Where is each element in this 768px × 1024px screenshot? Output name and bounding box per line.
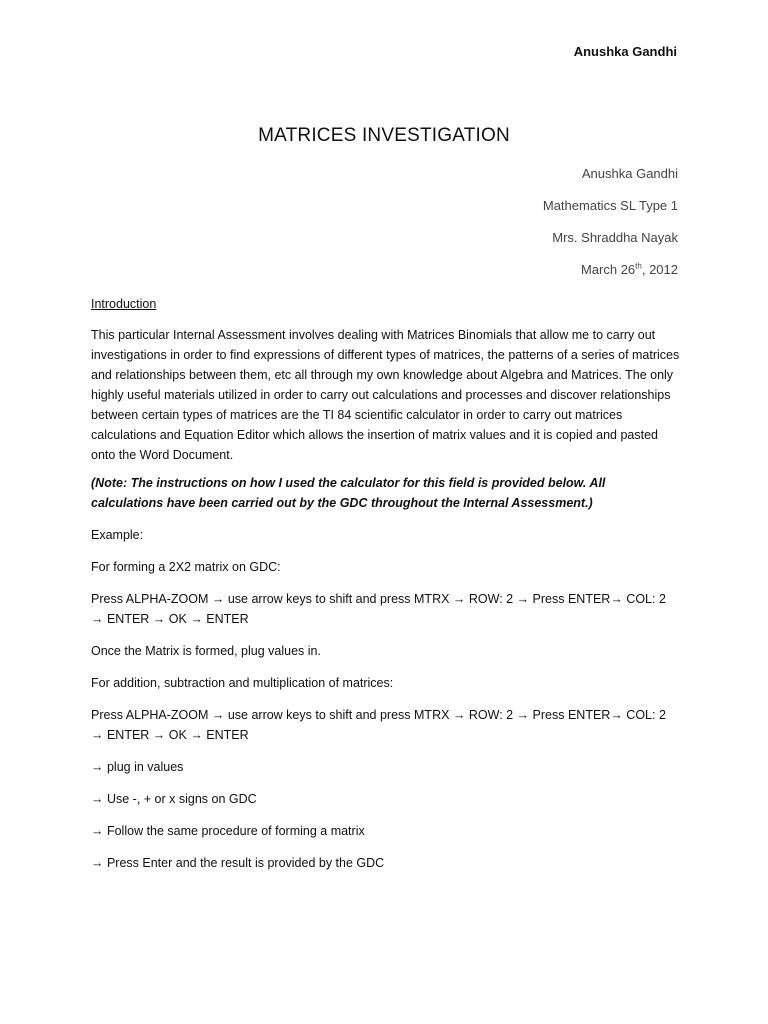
step-use-signs: → Use -, + or x signs on GDC (91, 792, 257, 806)
introduction-heading: Introduction (91, 297, 157, 311)
example-label: Example: (91, 528, 144, 542)
operations-steps: Press ALPHA-ZOOM → use arrow keys to shift and press MTRX → ROW: 2 → Press ENTER→ COL: 2 → ENTER → OK → ENTER (91, 708, 666, 742)
meta-course: Mathematics SL Type 1 (542, 198, 678, 213)
step-follow-procedure: → Follow the same procedure of forming a matrix (91, 824, 365, 838)
meta-date-prefix: March 26 (580, 262, 636, 277)
header-author-name: Anushka Gandhi (573, 44, 677, 59)
step-press-enter: → Press Enter and the result is provided by the GDC (91, 856, 385, 870)
meta-date (581, 262, 678, 277)
forming-matrix-steps: Press ALPHA-ZOOM → use arrow keys to shift and press MTRX → ROW: 2 → Press ENTER→ COL: 2 → ENTER → OK → ENTER (91, 592, 666, 626)
introduction-paragraph: This particular Internal Assessment involves dealing with Matrices Binomials that allow me to carry out investigations in order to find expressions of different types of matrices, the patterns of a series of matrices and relationships between them, etc all through my own knowledge about Algebra and Matrices. The only highly useful materials utilized in order to carry out calculations and processes and discover relationships between certain types of matrices are the TI 84 scientific calculator in order to carry out matrices calculations and Equation Editor which allows the insertion of matrix values and it is copied and pasted onto the Word Document. (91, 328, 680, 462)
meta-date-suffix: th (635, 261, 642, 271)
meta-date-rest: , 2012 (641, 262, 678, 277)
once-formed-text: Once the Matrix is formed, plug values in. (91, 644, 321, 658)
step-plug-values: → plug in values (91, 760, 184, 774)
page-title: MATRICES INVESTIGATION (258, 125, 510, 146)
calculator-note: (Note: The instructions on how I used the calculator for this field is provided below. All calculations have been carried out by the GDC throughout the Internal Assessment.) (91, 476, 606, 510)
meta-author: Anushka Gandhi (581, 166, 678, 181)
meta-teacher: Mrs. Shraddha Nayak (552, 230, 678, 245)
forming-matrix-label: For forming a 2X2 matrix on GDC: (91, 560, 281, 574)
operations-label: For addition, subtraction and multiplication of matrices: (91, 676, 394, 690)
